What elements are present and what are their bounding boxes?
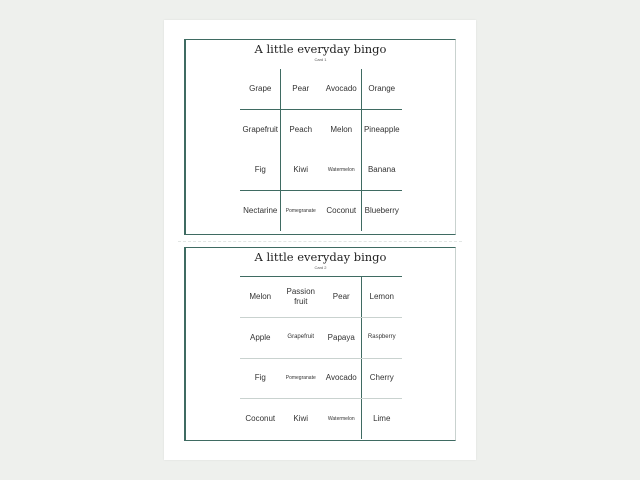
bingo-cell: Pomegranate [285,207,316,214]
bingo-cell: Lemon [369,292,394,302]
bingo-cell: Melon [330,124,353,134]
bingo-cell: Banana [367,165,396,175]
bingo-cell: Grapefruit [242,124,279,134]
cut-line [178,241,462,242]
bingo-cell: Kiwi [293,413,309,423]
bingo-cell: Pomegranate [285,375,316,382]
card-title: A little everyday bingo [254,250,387,264]
bingo-card-1 [184,39,456,235]
bingo-cell: Papaya [327,332,355,342]
grid-line [280,69,281,231]
bingo-cell: Fig [254,165,266,175]
bingo-cell: Grapefruit [287,334,315,340]
bingo-cell: Cherry [369,373,394,383]
bingo-cell: Peach [289,124,313,134]
bingo-cell: Fig [254,373,266,383]
bingo-cell: Nectarine [243,205,278,215]
card-subtitle: Card 2 [314,265,327,270]
bingo-cell: Avocado [325,84,357,94]
grid-line [240,398,402,399]
bingo-cell: Orange [368,84,396,94]
bingo-cell: Avocado [325,373,357,383]
bingo-cell: Watermelon [327,415,355,422]
grid-line [240,358,402,359]
document-page [164,20,476,460]
grid-line [361,69,362,231]
bingo-cell: Pear [292,84,310,94]
bingo-cell: Pear [332,292,350,302]
bingo-cell: Pineapple [363,124,400,134]
bingo-cell: Raspberry [367,334,396,340]
card-title: A little everyday bingo [254,42,387,56]
grid-line [240,317,402,318]
bingo-cell: Lime [373,413,391,423]
bingo-grid [240,69,402,231]
bingo-cell: Passion fruit [286,287,315,307]
bingo-cell: Grape [249,84,272,94]
bingo-card-2 [184,247,456,441]
bingo-cell: Coconut [326,205,357,215]
grid-line [240,190,402,191]
bingo-cell: Melon [249,292,272,302]
grid-line [240,109,402,110]
bingo-cell: Apple [250,332,271,342]
bingo-cell: Watermelon [327,167,355,174]
bingo-cell: Kiwi [293,165,309,175]
card-subtitle: Card 1 [314,57,327,62]
bingo-cell: Blueberry [364,205,399,215]
grid-line [240,276,402,277]
bingo-cell: Coconut [245,413,276,423]
